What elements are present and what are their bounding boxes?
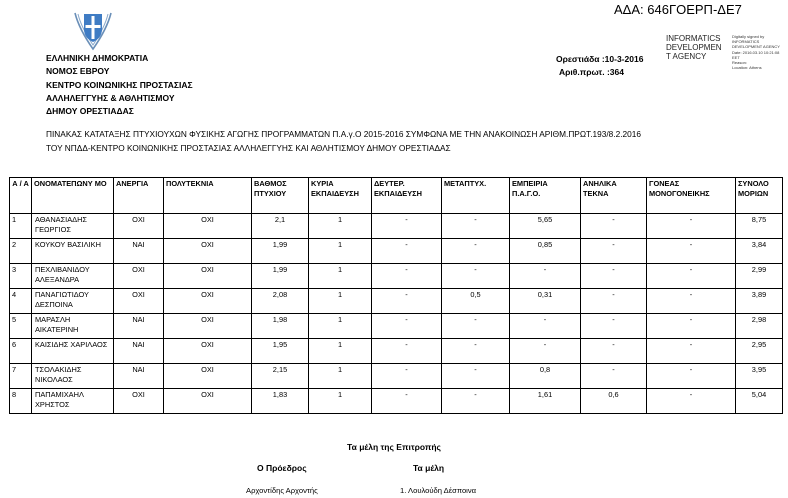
cell-unemployment: ΝΑΙ — [114, 239, 164, 264]
table-row — [10, 389, 783, 414]
col-header-postgraduate: ΜΕΤΑΠΤΥΧ. — [442, 178, 510, 214]
cell-experience: 1,61 — [510, 389, 581, 414]
cell-single-parent: - — [647, 364, 736, 389]
col-header-experience: ΕΜΠΕΙΡΙΑ Π.Α.Γ.Ο. — [510, 178, 581, 214]
cell-postgraduate: - — [442, 264, 510, 289]
chair-label: Ο Πρόεδρος — [257, 463, 307, 473]
table-row — [10, 289, 783, 314]
cell-unemployment: ΝΑΙ — [114, 364, 164, 389]
place-date: Ορεστιάδα :10-3-2016 — [556, 54, 644, 64]
signature-agency: INFORMATICS DEVELOPMEN T AGENCY — [666, 34, 722, 61]
ranking-table — [9, 177, 783, 414]
cell-large-family: ΟΧΙ — [164, 289, 252, 314]
cell-total-points: 5,04 — [736, 389, 783, 414]
table-row — [10, 264, 783, 289]
cell-unemployment: ΟΧΙ — [114, 264, 164, 289]
col-header-degree-grade: ΒΑΘΜΟΣ ΠΤΥΧΙΟΥ — [252, 178, 309, 214]
col-header-aa: Α / Α — [10, 178, 32, 214]
cell-name: ΚΑΙΣΙΔΗΣ ΧΑΡΙΛΑΟΣ — [32, 339, 114, 364]
cell-total-points: 3,95 — [736, 364, 783, 389]
table-header-row — [10, 178, 783, 214]
cell-total-points: 8,75 — [736, 214, 783, 239]
cell-main-education: 1 — [309, 289, 372, 314]
cell-secondary-education: - — [372, 239, 442, 264]
cell-main-education: 1 — [309, 339, 372, 364]
org-line: ΔΗΜΟΥ ΟΡΕΣΤΙΑΔΑΣ — [46, 106, 134, 117]
signature-line: Reason: — [732, 60, 747, 66]
signature-line: INFORMATICS — [732, 39, 760, 45]
cell-large-family: ΟΧΙ — [164, 389, 252, 414]
cell-large-family: ΟΧΙ — [164, 264, 252, 289]
cell-minor-children: - — [581, 239, 647, 264]
table-row — [10, 214, 783, 239]
cell-postgraduate: - — [442, 314, 510, 339]
ada-code: ΑΔΑ: 646ΓΟΕΡΠ-ΔΕ7 — [614, 2, 742, 17]
table-row — [10, 339, 783, 364]
signature-line: Digitally signed by — [732, 34, 765, 39]
place-date-block — [556, 53, 643, 79]
cell-minor-children: 0,6 — [581, 389, 647, 414]
cell-experience: 0,8 — [510, 364, 581, 389]
cell-unemployment: ΟΧΙ — [114, 389, 164, 414]
signature-line: DEVELOPMENT AGENCY — [732, 44, 780, 50]
members-label: Τα μέλη — [413, 463, 445, 473]
cell-large-family: ΟΧΙ — [164, 364, 252, 389]
cell-aa: 7 — [10, 364, 32, 389]
signature-line: EET — [732, 54, 740, 60]
cell-experience: - — [510, 264, 581, 289]
org-line: ΚΕΝΤΡΟ ΚΟΙΝΩΝΙΚΗΣ ΠΡΟΣΤΑΣΙΑΣ — [46, 79, 193, 90]
cell-postgraduate: - — [442, 389, 510, 414]
table-row — [10, 314, 783, 339]
cell-minor-children: - — [581, 364, 647, 389]
cell-minor-children: - — [581, 339, 647, 364]
cell-secondary-education: - — [372, 214, 442, 239]
protocol-number: Αριθ.πρωτ. :364 — [559, 67, 624, 77]
cell-postgraduate: 0,5 — [442, 289, 510, 314]
cell-secondary-education: - — [372, 289, 442, 314]
cell-single-parent: - — [647, 289, 736, 314]
cell-degree-grade: 2,1 — [252, 214, 309, 239]
cell-main-education: 1 — [309, 214, 372, 239]
cell-name: ΑΘΑΝΑΣΙΑΔΗΣ ΓΕΩΡΓΙΟΣ — [32, 214, 114, 239]
cell-total-points: 2,95 — [736, 339, 783, 364]
cell-degree-grade: 1,83 — [252, 389, 309, 414]
cell-secondary-education: - — [372, 339, 442, 364]
organization-block — [46, 52, 193, 118]
cell-secondary-education: - — [372, 314, 442, 339]
cell-name: ΠΑΠΑΜΙΧΑΗΛ ΧΡΗΣΤΟΣ — [32, 389, 114, 414]
cell-single-parent: - — [647, 314, 736, 339]
cell-degree-grade: 1,99 — [252, 239, 309, 264]
cell-postgraduate: - — [442, 339, 510, 364]
cell-name: ΤΣΟΛΑΚΙΔΗΣ ΝΙΚΟΛΑΟΣ — [32, 364, 114, 389]
cell-minor-children: - — [581, 264, 647, 289]
col-header-large-family: ΠΟΛΥΤΕΚΝΙΑ — [164, 178, 252, 214]
cell-aa: 3 — [10, 264, 32, 289]
cell-aa: 4 — [10, 289, 32, 314]
col-header-main-education: ΚΥΡΙΑ ΕΚΠΑΙΔΕΥΣΗ — [309, 178, 372, 214]
cell-aa: 1 — [10, 214, 32, 239]
col-header-total-points: ΣΥΝΟΛΟ ΜΟΡΙΩΝ — [736, 178, 783, 214]
digital-signature — [732, 34, 788, 70]
cell-degree-grade: 2,08 — [252, 289, 309, 314]
cell-main-education: 1 — [309, 389, 372, 414]
cell-name: ΜΑΡΑΣΛΗ ΑΙΚΑΤΕΡΙΝΗ — [32, 314, 114, 339]
cell-name: ΠΑΝΑΓΙΩΤΙΔΟΥ ΔΕΣΠΟΙΝΑ — [32, 289, 114, 314]
cell-experience: 5,65 — [510, 214, 581, 239]
cell-main-education: 1 — [309, 314, 372, 339]
cell-main-education: 1 — [309, 364, 372, 389]
cell-unemployment: ΟΧΙ — [114, 289, 164, 314]
cell-large-family: ΟΧΙ — [164, 214, 252, 239]
cell-single-parent: - — [647, 239, 736, 264]
cell-unemployment: ΟΧΙ — [114, 214, 164, 239]
cell-minor-children: - — [581, 289, 647, 314]
cell-single-parent: - — [647, 214, 736, 239]
cell-single-parent: - — [647, 264, 736, 289]
table-caption — [46, 127, 641, 155]
cell-aa: 2 — [10, 239, 32, 264]
cell-secondary-education: - — [372, 389, 442, 414]
org-line: ΝΟΜΟΣ ΕΒΡΟΥ — [46, 66, 110, 77]
cell-name: ΚΟΥΚΟΥ ΒΑΣΙΛΙΚΗ — [32, 239, 114, 264]
col-header-unemployment: ΑΝΕΡΓΙΑ — [114, 178, 164, 214]
table-row — [10, 364, 783, 389]
cell-total-points: 2,99 — [736, 264, 783, 289]
cell-name: ΠΕΧΛΙΒΑΝΙΔΟΥ ΑΛΕΞΑΝΔΡΑ — [32, 264, 114, 289]
cell-experience: 0,31 — [510, 289, 581, 314]
cell-main-education: 1 — [309, 264, 372, 289]
col-header-minor-children: ΑΝΗΛΙΚΑ ΤΕΚΝΑ — [581, 178, 647, 214]
cell-degree-grade: 1,98 — [252, 314, 309, 339]
cell-main-education: 1 — [309, 239, 372, 264]
signature-line: Location: Athens — [732, 65, 762, 71]
cell-large-family: ΟΧΙ — [164, 339, 252, 364]
cell-secondary-education: - — [372, 264, 442, 289]
col-header-single-parent: ΓΟΝΕΑΣ ΜΟΝΟΓΟΝΕΙΚΗΣ — [647, 178, 736, 214]
cell-minor-children: - — [581, 214, 647, 239]
cell-experience: - — [510, 339, 581, 364]
cell-total-points: 2,98 — [736, 314, 783, 339]
signature-line: Date: 2016.03.10 10:21:08 — [732, 49, 780, 55]
cell-experience: 0,85 — [510, 239, 581, 264]
cell-aa: 8 — [10, 389, 32, 414]
cell-postgraduate: - — [442, 239, 510, 264]
cell-aa: 6 — [10, 339, 32, 364]
cell-single-parent: - — [647, 339, 736, 364]
hellenic-coat-of-arms-icon — [70, 11, 116, 51]
cell-aa: 5 — [10, 314, 32, 339]
chair-name: Αρχοντίδης Αρχοντής — [246, 486, 318, 495]
org-line: ΑΛΛΗΛΕΓΓΥΗΣ & ΑΘΛΗΤΙΣΜΟΥ — [46, 92, 175, 103]
cell-postgraduate: - — [442, 364, 510, 389]
caption-line-1: ΠΙΝΑΚΑΣ ΚΑΤΑΤΑΞΗΣ ΠΤΥΧΙΟΥΧΩΝ ΦΥΣΙΚΗΣ ΑΓΩΓΗΣ ΠΡΟΓΡΑΜΜΑΤΩΝ Π.Α.γ.Ο 2015-2016 ΣΥΜΦΩΝΑ ΜΕ ΤΗΝ ΑΝΑΚΟΙΝΩΣΗ ΑΡΙΘΜ.ΠΡΩΤ.193/8.2.2016 — [46, 129, 641, 139]
committee-title: Τα μέλη της Επιτροπής — [347, 442, 441, 452]
cell-unemployment: ΝΑΙ — [114, 314, 164, 339]
cell-minor-children: - — [581, 314, 647, 339]
cell-postgraduate: - — [442, 214, 510, 239]
cell-degree-grade: 2,15 — [252, 364, 309, 389]
col-header-secondary-education: ΔΕΥΤΕΡ. ΕΚΠΑΙΔΕΥΣΗ — [372, 178, 442, 214]
cell-large-family: ΟΧΙ — [164, 239, 252, 264]
cell-single-parent: - — [647, 389, 736, 414]
table-row — [10, 239, 783, 264]
cell-degree-grade: 1,95 — [252, 339, 309, 364]
cell-unemployment: ΝΑΙ — [114, 339, 164, 364]
cell-experience: - — [510, 314, 581, 339]
org-line: ΕΛΛΗΝΙΚΗ ΔΗΜΟΚΡΑΤΙΑ — [46, 53, 149, 63]
cell-degree-grade: 1,99 — [252, 264, 309, 289]
col-header-name: ΟΝΟΜΑΤΕΠΩΝΥ ΜΟ — [32, 178, 114, 214]
cell-total-points: 3,84 — [736, 239, 783, 264]
cell-large-family: ΟΧΙ — [164, 314, 252, 339]
member-name: 1. Λουλούδη Δέσποινα — [400, 486, 477, 495]
cell-total-points: 3,89 — [736, 289, 783, 314]
cell-secondary-education: - — [372, 364, 442, 389]
caption-line-2: ΤΟΥ ΝΠΔΔ-ΚΕΝΤΡΟ ΚΟΙΝΩΝΙΚΗΣ ΠΡΟΣΤΑΣΙΑΣ ΑΛΛΗΛΕΓΓΥΗΣ ΚΑΙ ΑΘΛΗΤΙΣΜΟΥ ΔΗΜΟΥ ΟΡΕΣΤΙΑΔΑΣ — [46, 143, 451, 153]
